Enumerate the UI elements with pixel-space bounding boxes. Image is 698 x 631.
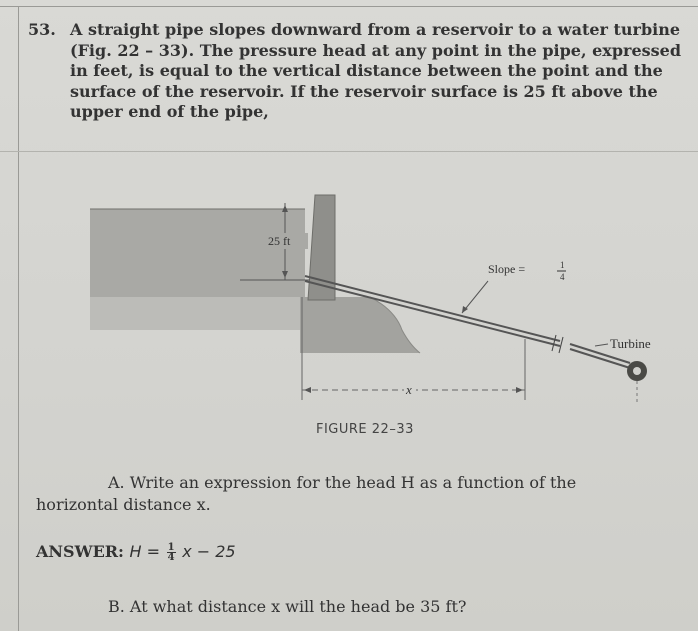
part-a-line: A. Write an expression for the head H as a function of the bbox=[108, 473, 577, 492]
problem-statement bbox=[70, 20, 692, 123]
slope-fraction-den: 4 bbox=[560, 272, 565, 282]
reservoir-water bbox=[90, 209, 305, 297]
problem-number: 53. bbox=[28, 20, 56, 39]
reservoir-floor bbox=[90, 297, 305, 330]
problem-line: (Fig. 22 – 33). The pressure head at any point in the pipe, expressed bbox=[70, 40, 682, 60]
slope-label: Slope = bbox=[488, 262, 526, 276]
problem-line: A straight pipe slopes downward from a reservoir to a water turbine bbox=[70, 20, 681, 39]
figure-pipe-diagram bbox=[0, 185, 698, 415]
problem-line: upper end of the pipe, bbox=[70, 102, 269, 121]
pipe-continuation-lower bbox=[570, 349, 630, 368]
page-top-rule bbox=[0, 6, 698, 7]
answer-fraction bbox=[167, 543, 176, 562]
pipe-break-mark bbox=[552, 335, 556, 351]
answer-label: ANSWER: bbox=[36, 542, 124, 561]
part-b-question: B. At what distance x will the head be 35 ft? bbox=[108, 597, 467, 616]
part-a-line: horizontal distance x. bbox=[36, 495, 211, 514]
part-a-question bbox=[36, 472, 692, 516]
answer-line bbox=[36, 542, 236, 562]
turbine-label: Turbine bbox=[610, 336, 651, 351]
answer-fraction-num: 1 bbox=[167, 542, 175, 553]
figure-caption: FIGURE 22–33 bbox=[316, 422, 414, 437]
answer-rhs: x − 25 bbox=[182, 542, 236, 561]
turbine-leader bbox=[595, 344, 608, 346]
depth-label: 25 ft bbox=[268, 234, 291, 248]
answer-lhs: H = bbox=[129, 542, 161, 561]
x-label: x bbox=[406, 382, 412, 397]
problem-line: in feet, is equal to the vertical distance between the point and the bbox=[70, 61, 663, 80]
answer-fraction-den: 4 bbox=[167, 552, 175, 563]
section-divider bbox=[0, 151, 698, 152]
problem-line: surface of the reservoir. If the reservoir surface is 25 ft above the bbox=[70, 81, 658, 101]
slope-fraction-num: 1 bbox=[560, 260, 565, 270]
